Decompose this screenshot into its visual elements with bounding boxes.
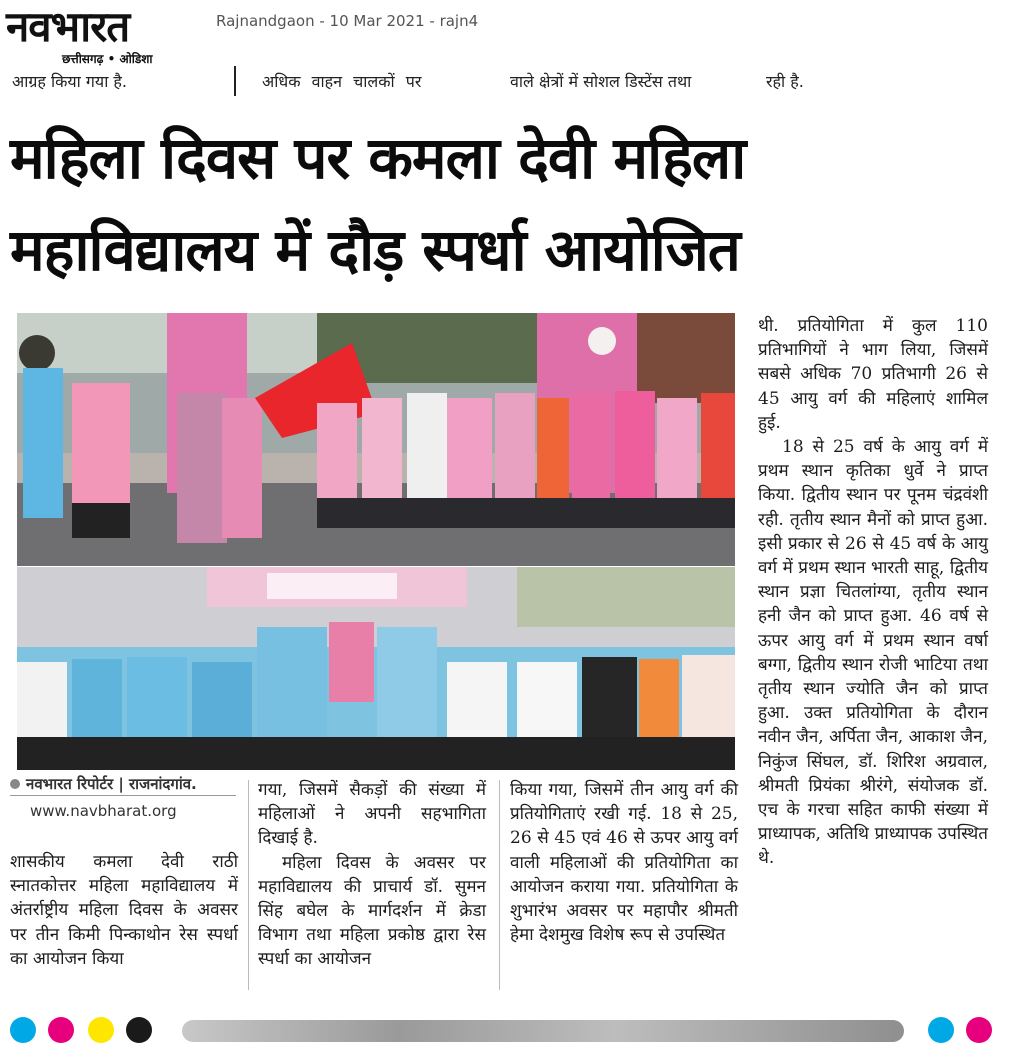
headline <box>10 112 1000 296</box>
article-column-3 <box>510 778 738 947</box>
carryover-left: आग्रह किया गया है. <box>12 72 127 91</box>
logo-edition: छत्तीसगढ़ • ओडिशा <box>62 52 153 66</box>
paragraph: थी. प्रतियोगिता में कुल 110 प्रतिभागियों ने भाग लिया, जिसमें सबसे अधिक 70 प्रतिभागी 26 से 45 आयु वर्ग की महिलाएं शामिल हुई. <box>758 316 988 433</box>
headline-line-2: महाविद्यालय में दौड़ स्पर्धा आयोजित <box>10 216 740 284</box>
column-divider <box>248 780 249 990</box>
print-registration-bar <box>0 1012 1012 1048</box>
newspaper-logo <box>6 4 198 66</box>
cyan-dot-icon <box>928 1017 954 1043</box>
article-column-4 <box>758 314 988 871</box>
article-column-2 <box>258 778 486 972</box>
carryover-end: रही है. <box>766 72 804 91</box>
group-photo-illustration <box>17 567 735 770</box>
bullet-icon <box>10 779 20 789</box>
photo-group <box>17 567 735 770</box>
grey-strip <box>182 1020 904 1042</box>
yellow-dot-icon <box>88 1017 114 1043</box>
paragraph: शासकीय कमला देवी राठी स्नातकोत्तर महिला महाविद्यालय में अंतर्राष्ट्रीय महिला दिवस के अवसर पर तीन किमी पिन्काथोन रेस स्पर्धा का आयोजन किया <box>10 852 238 969</box>
column-divider <box>234 66 236 96</box>
photo-flag-off <box>17 313 735 566</box>
edition-dateline: Rajnandgaon - 10 Mar 2021 - rajn4 <box>216 12 479 30</box>
carryover-right: वाले क्षेत्रों में सोशल डिस्टेंस तथा <box>510 72 692 91</box>
website-link[interactable]: www.navbharat.org <box>30 802 177 820</box>
byline-text: नवभारत रिपोर्टर | राजनांदगांव. <box>26 775 197 793</box>
article-column-1 <box>10 850 238 971</box>
cyan-dot-icon <box>10 1017 36 1043</box>
magenta-dot-icon <box>48 1017 74 1043</box>
flag-off-illustration <box>17 313 735 566</box>
column-divider <box>499 780 500 990</box>
black-dot-icon <box>126 1017 152 1043</box>
magenta-dot-icon <box>966 1017 992 1043</box>
byline-rule <box>10 795 236 796</box>
paragraph: 18 से 25 वर्ष के आयु वर्ग में प्रथम स्थान कृतिका धुर्वे ने प्राप्त किया. द्वितीय स्थान पर पूनम चंद्रवंशी रही. तृतीय स्थान मैनों को प्राप्त हुआ. इसी प्रकार से 26 से 45 वर्ष के आयु वर्ग में प्रथम स्थान भारती साहू, द्वितीय स्थान प्रज्ञा चितलांग्या, तृतीय स्थान हनी जैन को प्राप्त हुआ. 46 वर्ष से ऊपर आयु वर्ग में प्रथम स्थान वर्षा बग्गा, द्वितीय स्थान रोजी भाटिया तथा तृतीय स्थान ज्योति जैन को प्राप्त हुआ. उक्त प्रतियोगिता के दौरान नवीन जैन, अर्पिता जैन, आकाश जैन, निकुंज सिंघल, डॉ. शिरिश अग्रवाल, श्रीमती प्रियंका श्रीरंगे, संयोजक डॉ. एच के गरचा सहित काफी संख्या में प्राध्यापक, अतिथि प्राध्यापक उपस्थित थे. <box>758 437 988 869</box>
paragraph: गया, जिसमें सैकड़ों की संख्या में महिलाओं ने अपनी सहभागिता दिखाई है. <box>258 780 486 849</box>
paragraph: किया गया, जिसमें तीन आयु वर्ग की प्रतियोगिताएं रखी गई. 18 से 25, 26 से 45 एवं 46 से ऊपर आयु वर्ग वाली महिलाओं की प्रतियोगिता का आयोजन कराया गया. प्रतियोगिता के शुभारंभ अवसर पर महापौर श्रीमती हेमा देशमुख विशेष रूप से उपस्थित <box>510 780 738 946</box>
carryover-mid: अधिक वाहन चालकों पर <box>262 72 422 91</box>
byline <box>10 774 197 794</box>
logo-wordmark: नवभारत <box>6 2 130 51</box>
paragraph: महिला दिवस के अवसर पर महाविद्यालय की प्राचार्य डॉ. सुमन सिंह बघेल के मार्गदर्शन में क्रेडा विभाग तथा महिला प्रकोष्ठ द्वारा रेस स्पर्धा का आयोजन <box>258 852 486 970</box>
headline-line-1: महिला दिवस पर कमला देवी महिला <box>10 124 746 192</box>
